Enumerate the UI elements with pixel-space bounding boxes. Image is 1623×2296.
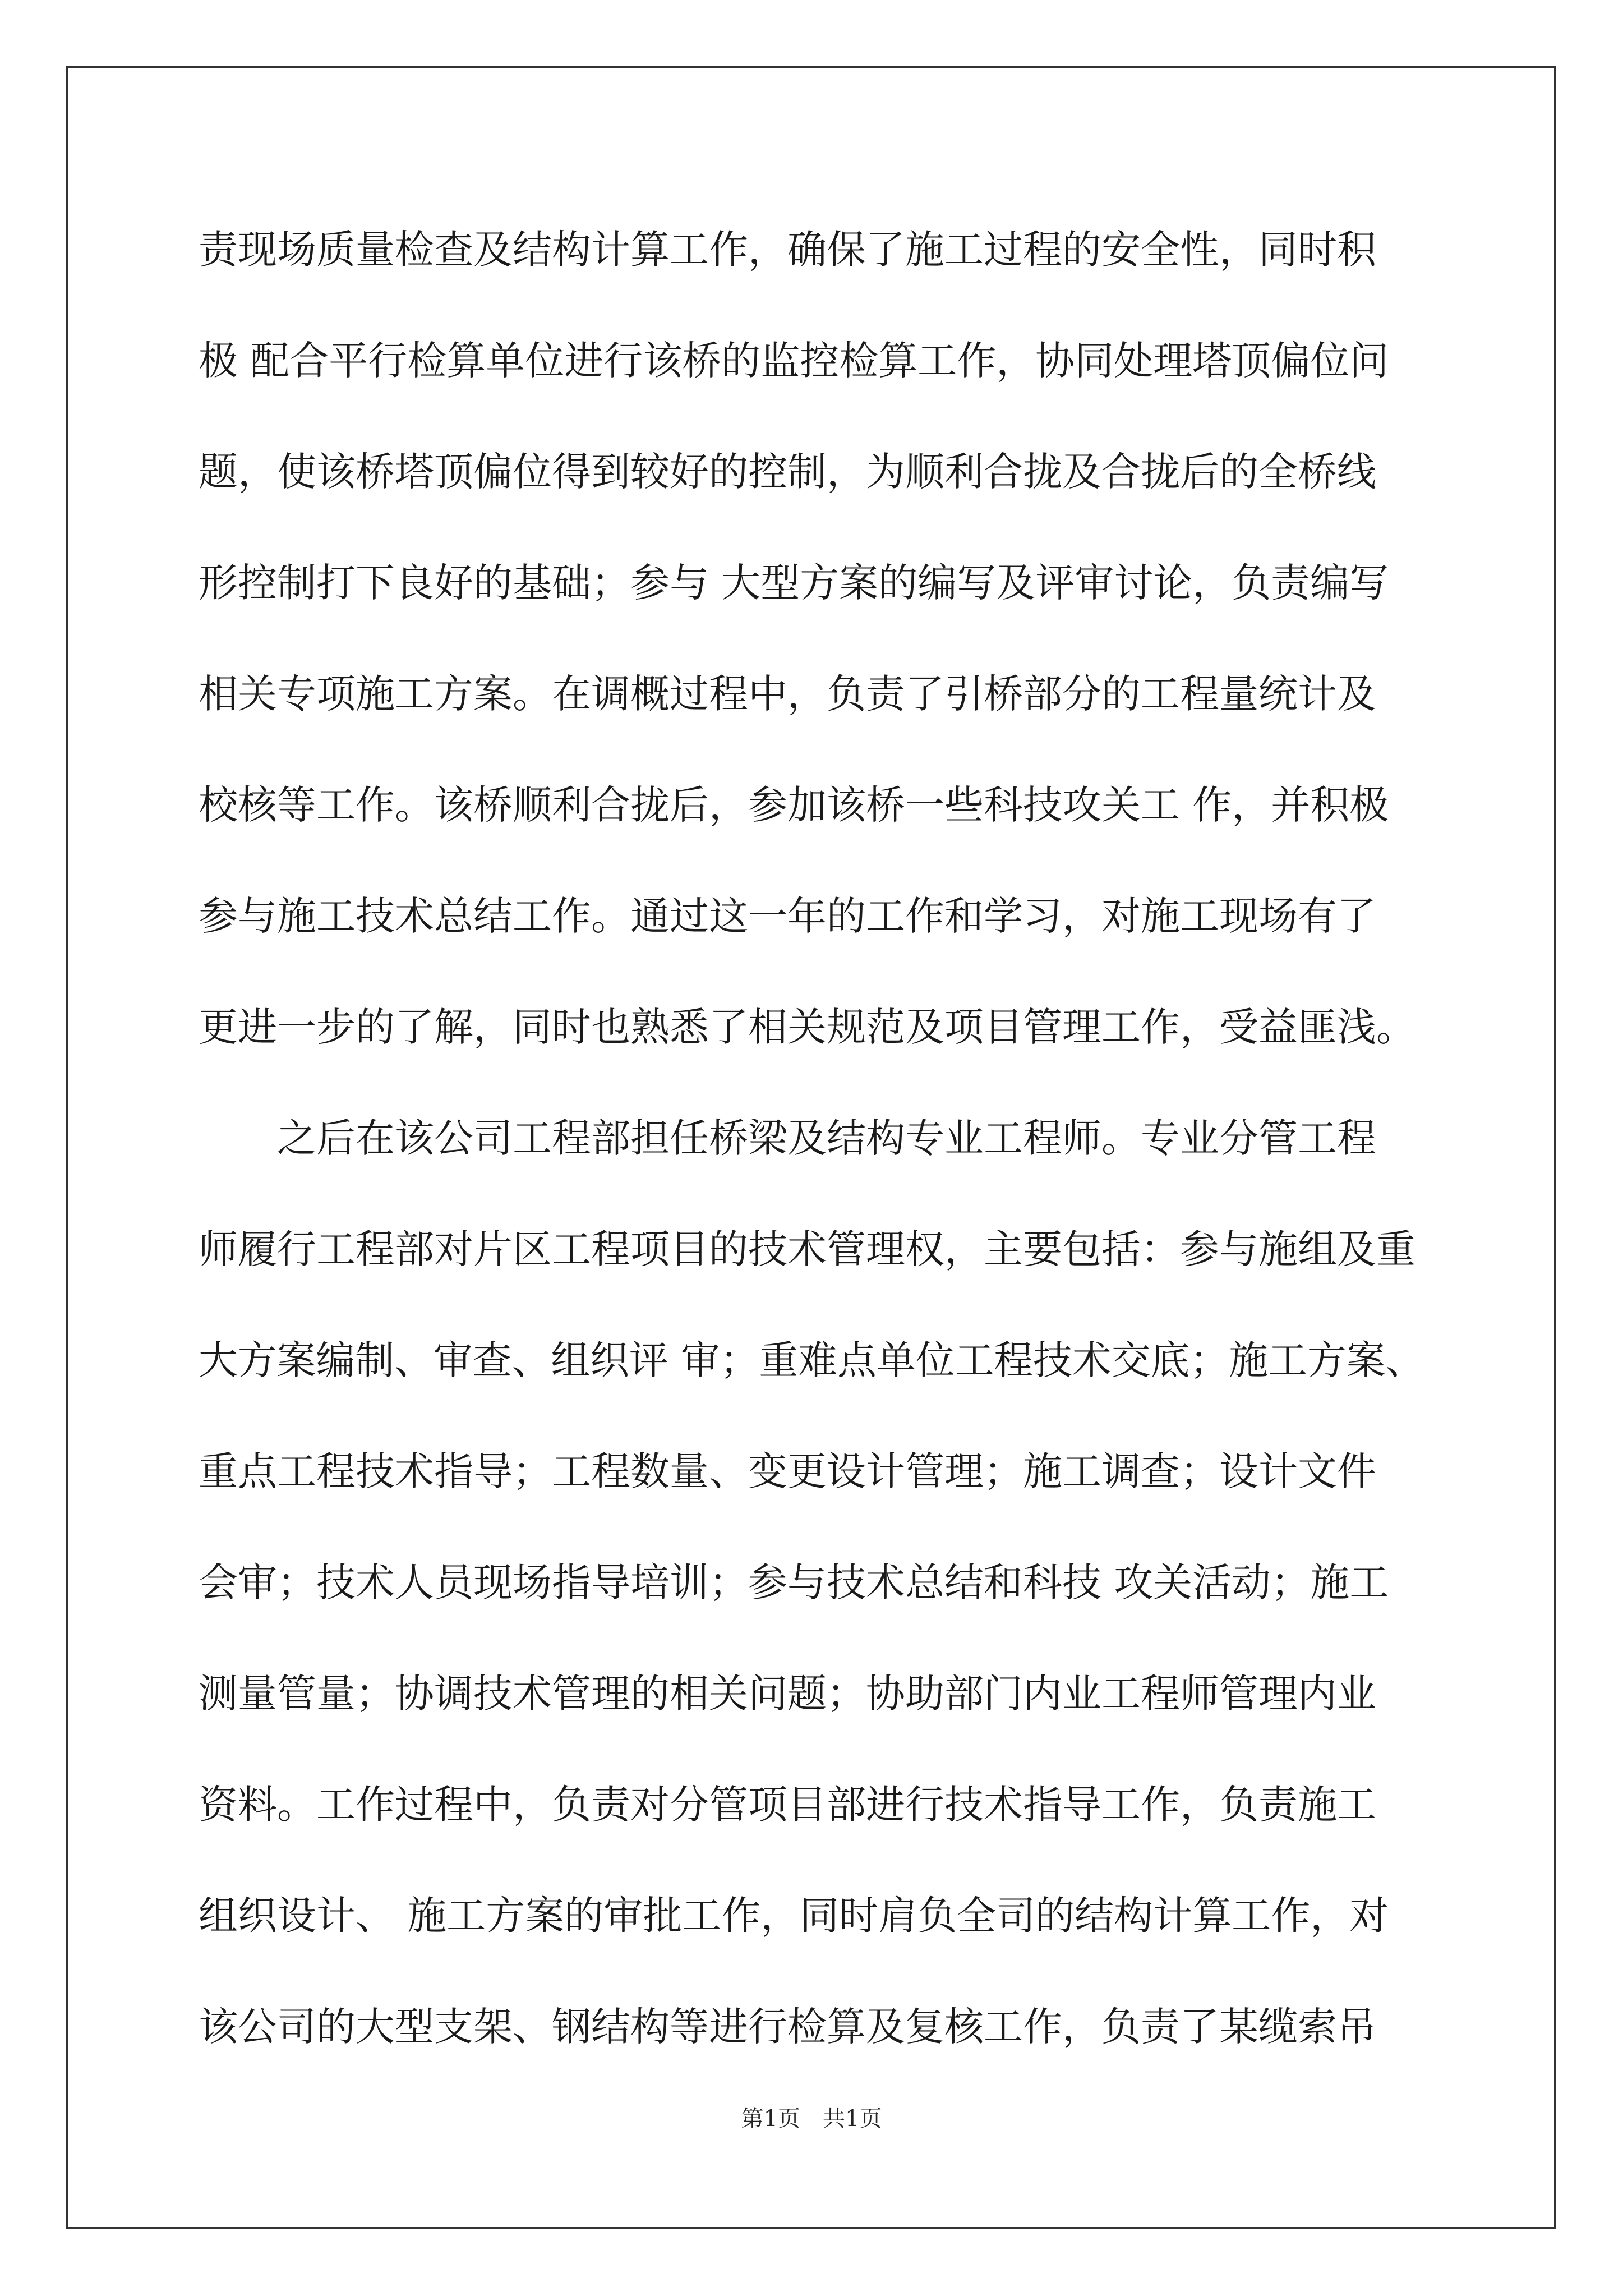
- text-line: 相关专项施工方案。在调概过程中，负责了引桥部分的工程量统计及: [199, 671, 1376, 717]
- text-line: 责现场质量检查及结构计算工作，确保了施工过程的安全性，同时积: [199, 227, 1376, 273]
- text-line: 大方案编制、审查、组织评 审；重难点单位工程技术交底；施工方案、: [199, 1337, 1425, 1383]
- text-line: 形控制打下良好的基础；参与 大型方案的编写及评审讨论，负责编写: [199, 560, 1389, 606]
- text-line: 测量管量；协调技术管理的相关问题；协助部门内业工程师管理内业: [199, 1671, 1376, 1717]
- text-line: 极 配合平行检算单位进行该桥的监控检算工作，协同处理塔顶偏位问: [199, 338, 1389, 384]
- page-number-footer: 第1页 共1页: [741, 2106, 882, 2132]
- text-line: 师履行工程部对片区工程项目的技术管理权，主要包括：参与施组及重: [199, 1226, 1415, 1272]
- text-line: 该公司的大型支架、钢结构等进行检算及复核工作，负责了某缆索吊: [199, 2004, 1376, 2050]
- text-line: 资料。工作过程中，负责对分管项目部进行技术指导工作，负责施工: [199, 1782, 1376, 1828]
- paragraph-first-line: 之后在该公司工程部担任桥梁及结构专业工程师。专业分管工程: [277, 1115, 1376, 1161]
- text-line: 重点工程技术指导；工程数量、变更设计管理；施工调查；设计文件: [199, 1448, 1376, 1494]
- text-line: 更进一步的了解，同时也熟悉了相关规范及项目管理工作，受益匪浅。: [199, 1004, 1415, 1050]
- text-line: 会审；技术人员现场指导培训；参与技术总结和科技 攻关活动；施工: [199, 1559, 1389, 1605]
- text-line: 校核等工作。该桥顺利合拢后，参加该桥一些科技攻关工 作，并积极: [199, 782, 1389, 828]
- text-line: 题，使该桥塔顶偏位得到较好的控制，为顺利合拢及合拢后的全桥线: [199, 449, 1376, 495]
- text-line: 参与施工技术总结工作。通过这一年的工作和学习，对施工现场有了: [199, 893, 1376, 939]
- text-line: 组织设计、 施工方案的审批工作，同时肩负全司的结构计算工作，对: [199, 1893, 1389, 1939]
